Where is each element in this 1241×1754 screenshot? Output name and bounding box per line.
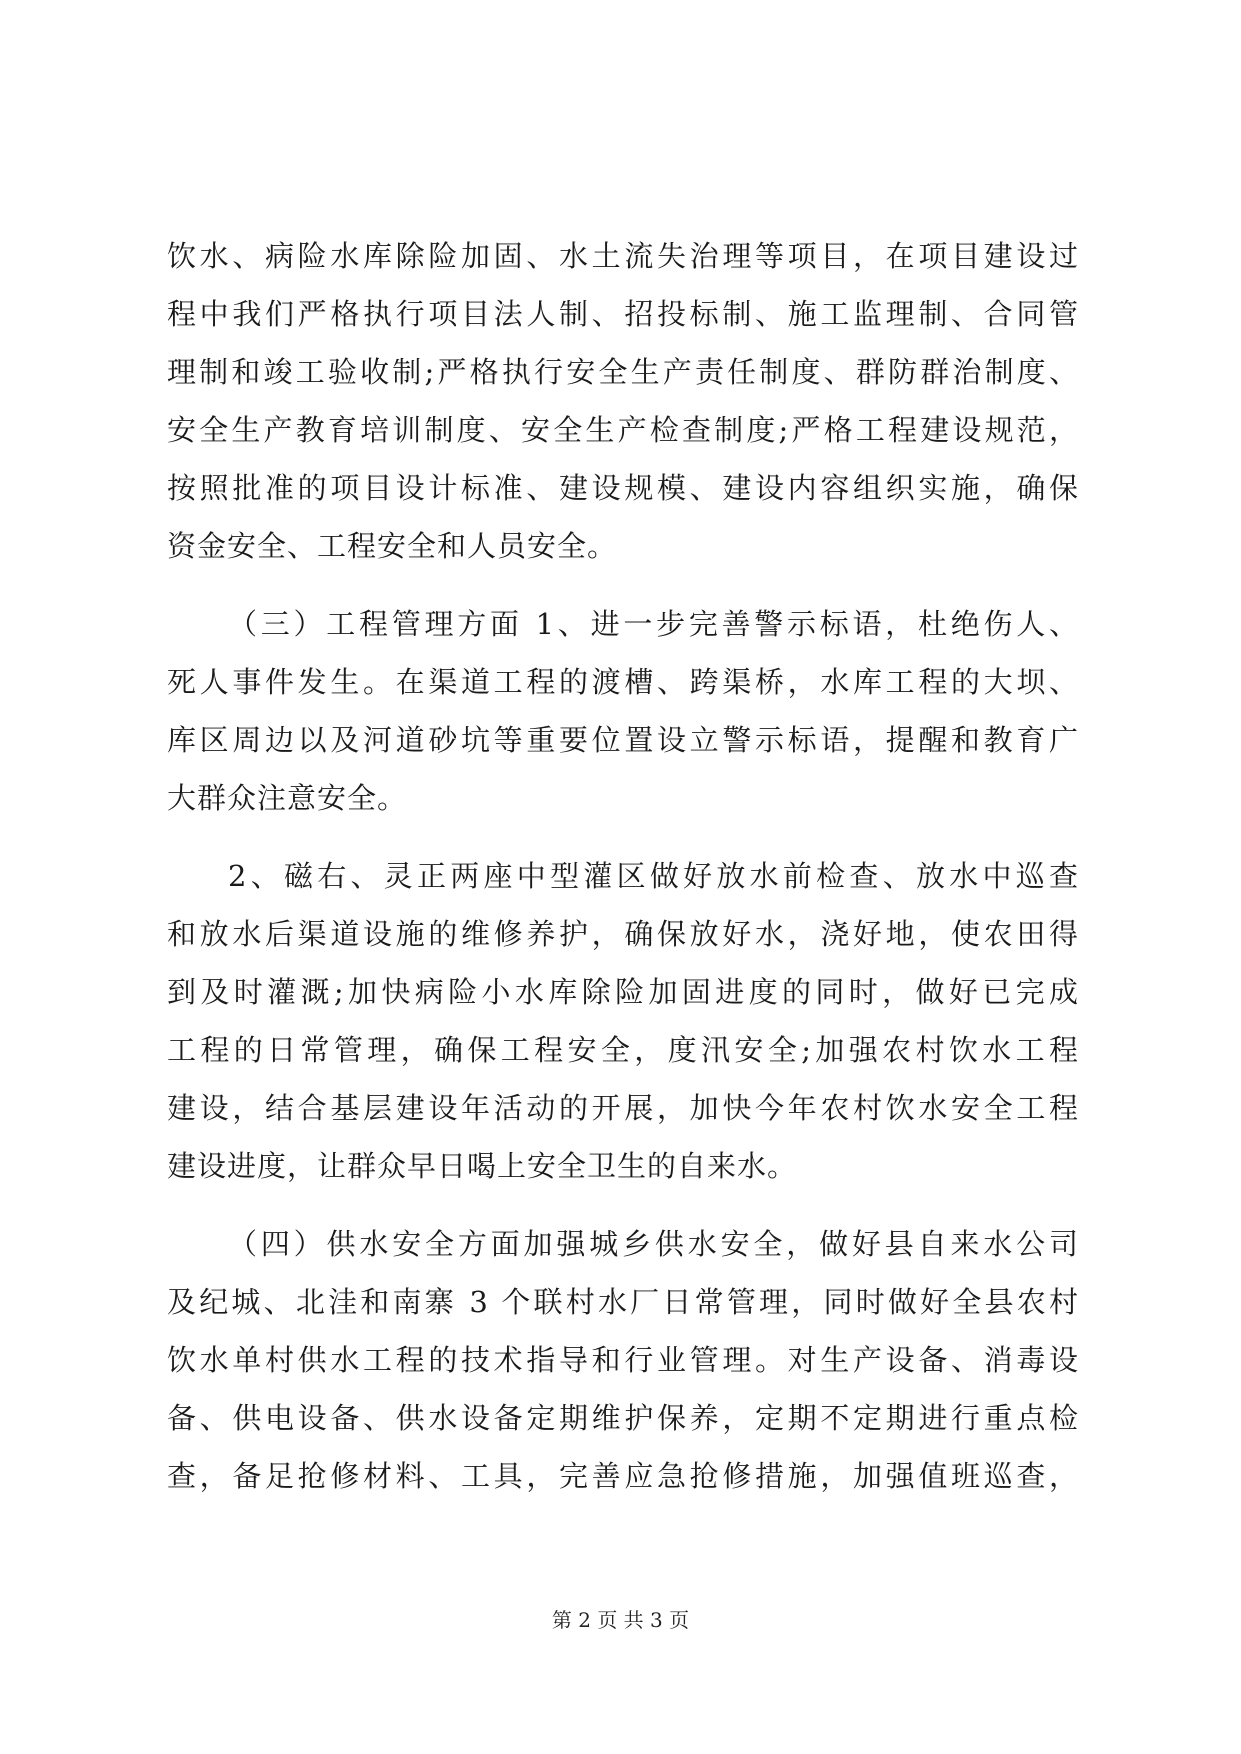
text-line: 备、供电设备、供水设备定期维护保养，定期不定期进行重点检 — [167, 1401, 1079, 1435]
text-line: （三）工程管理方面 1、进一步完善警示标语，杜绝伤人、 — [228, 607, 1079, 641]
text-line: 到及时灌溉;加快病险小水库除险加固进度的同时，做好已完成 — [167, 975, 1079, 1009]
text-line: 建设进度，让群众早日喝上安全卫生的自来水。 — [167, 1149, 798, 1183]
text-line: 建设，结合基层建设年活动的开展，加快今年农村饮水安全工程 — [167, 1091, 1079, 1125]
text-line: 安全生产教育培训制度、安全生产检查制度;严格工程建设规范， — [167, 413, 1079, 447]
text-line: （四）供水安全方面加强城乡供水安全，做好县自来水公司 — [228, 1227, 1079, 1261]
paragraph-1 — [167, 227, 1079, 575]
document-body — [167, 227, 1079, 1505]
text-line: 死人事件发生。在渠道工程的渡槽、跨渠桥，水库工程的大坝、 — [167, 665, 1079, 699]
text-line: 库区周边以及河道砂坑等重要位置设立警示标语，提醒和教育广 — [167, 723, 1079, 757]
text-line: 理制和竣工验收制;严格执行安全生产责任制度、群防群治制度、 — [167, 355, 1079, 389]
text-line: 及纪城、北洼和南寨 3 个联村水厂日常管理，同时做好全县农村 — [167, 1285, 1079, 1319]
text-line: 和放水后渠道设施的维修养护，确保放好水，浇好地，使农田得 — [167, 917, 1079, 951]
text-line: 工程的日常管理，确保工程安全，度汛安全;加强农村饮水工程 — [167, 1033, 1079, 1067]
text-line: 饮水、病险水库除险加固、水土流失治理等项目，在项目建设过 — [167, 239, 1079, 273]
paragraph-2 — [167, 595, 1079, 827]
text-line: 2、磁右、灵正两座中型灌区做好放水前检查、放水中巡查 — [228, 859, 1079, 893]
paragraph-3 — [167, 847, 1079, 1195]
text-line: 大群众注意安全。 — [167, 781, 408, 815]
text-line: 饮水单村供水工程的技术指导和行业管理。对生产设备、消毒设 — [167, 1343, 1079, 1377]
text-line: 程中我们严格执行项目法人制、招投标制、施工监理制、合同管 — [167, 297, 1079, 331]
text-line: 按照批准的项目设计标准、建设规模、建设内容组织实施，确保 — [167, 471, 1079, 505]
page-footer — [0, 1608, 1241, 1632]
page-number-label: 第 2 页 共 3 页 — [551, 1608, 690, 1632]
text-line: 资金安全、工程安全和人员安全。 — [167, 529, 618, 563]
text-line: 查，备足抢修材料、工具，完善应急抢修措施，加强值班巡查， — [167, 1459, 1079, 1493]
paragraph-4 — [167, 1215, 1079, 1505]
